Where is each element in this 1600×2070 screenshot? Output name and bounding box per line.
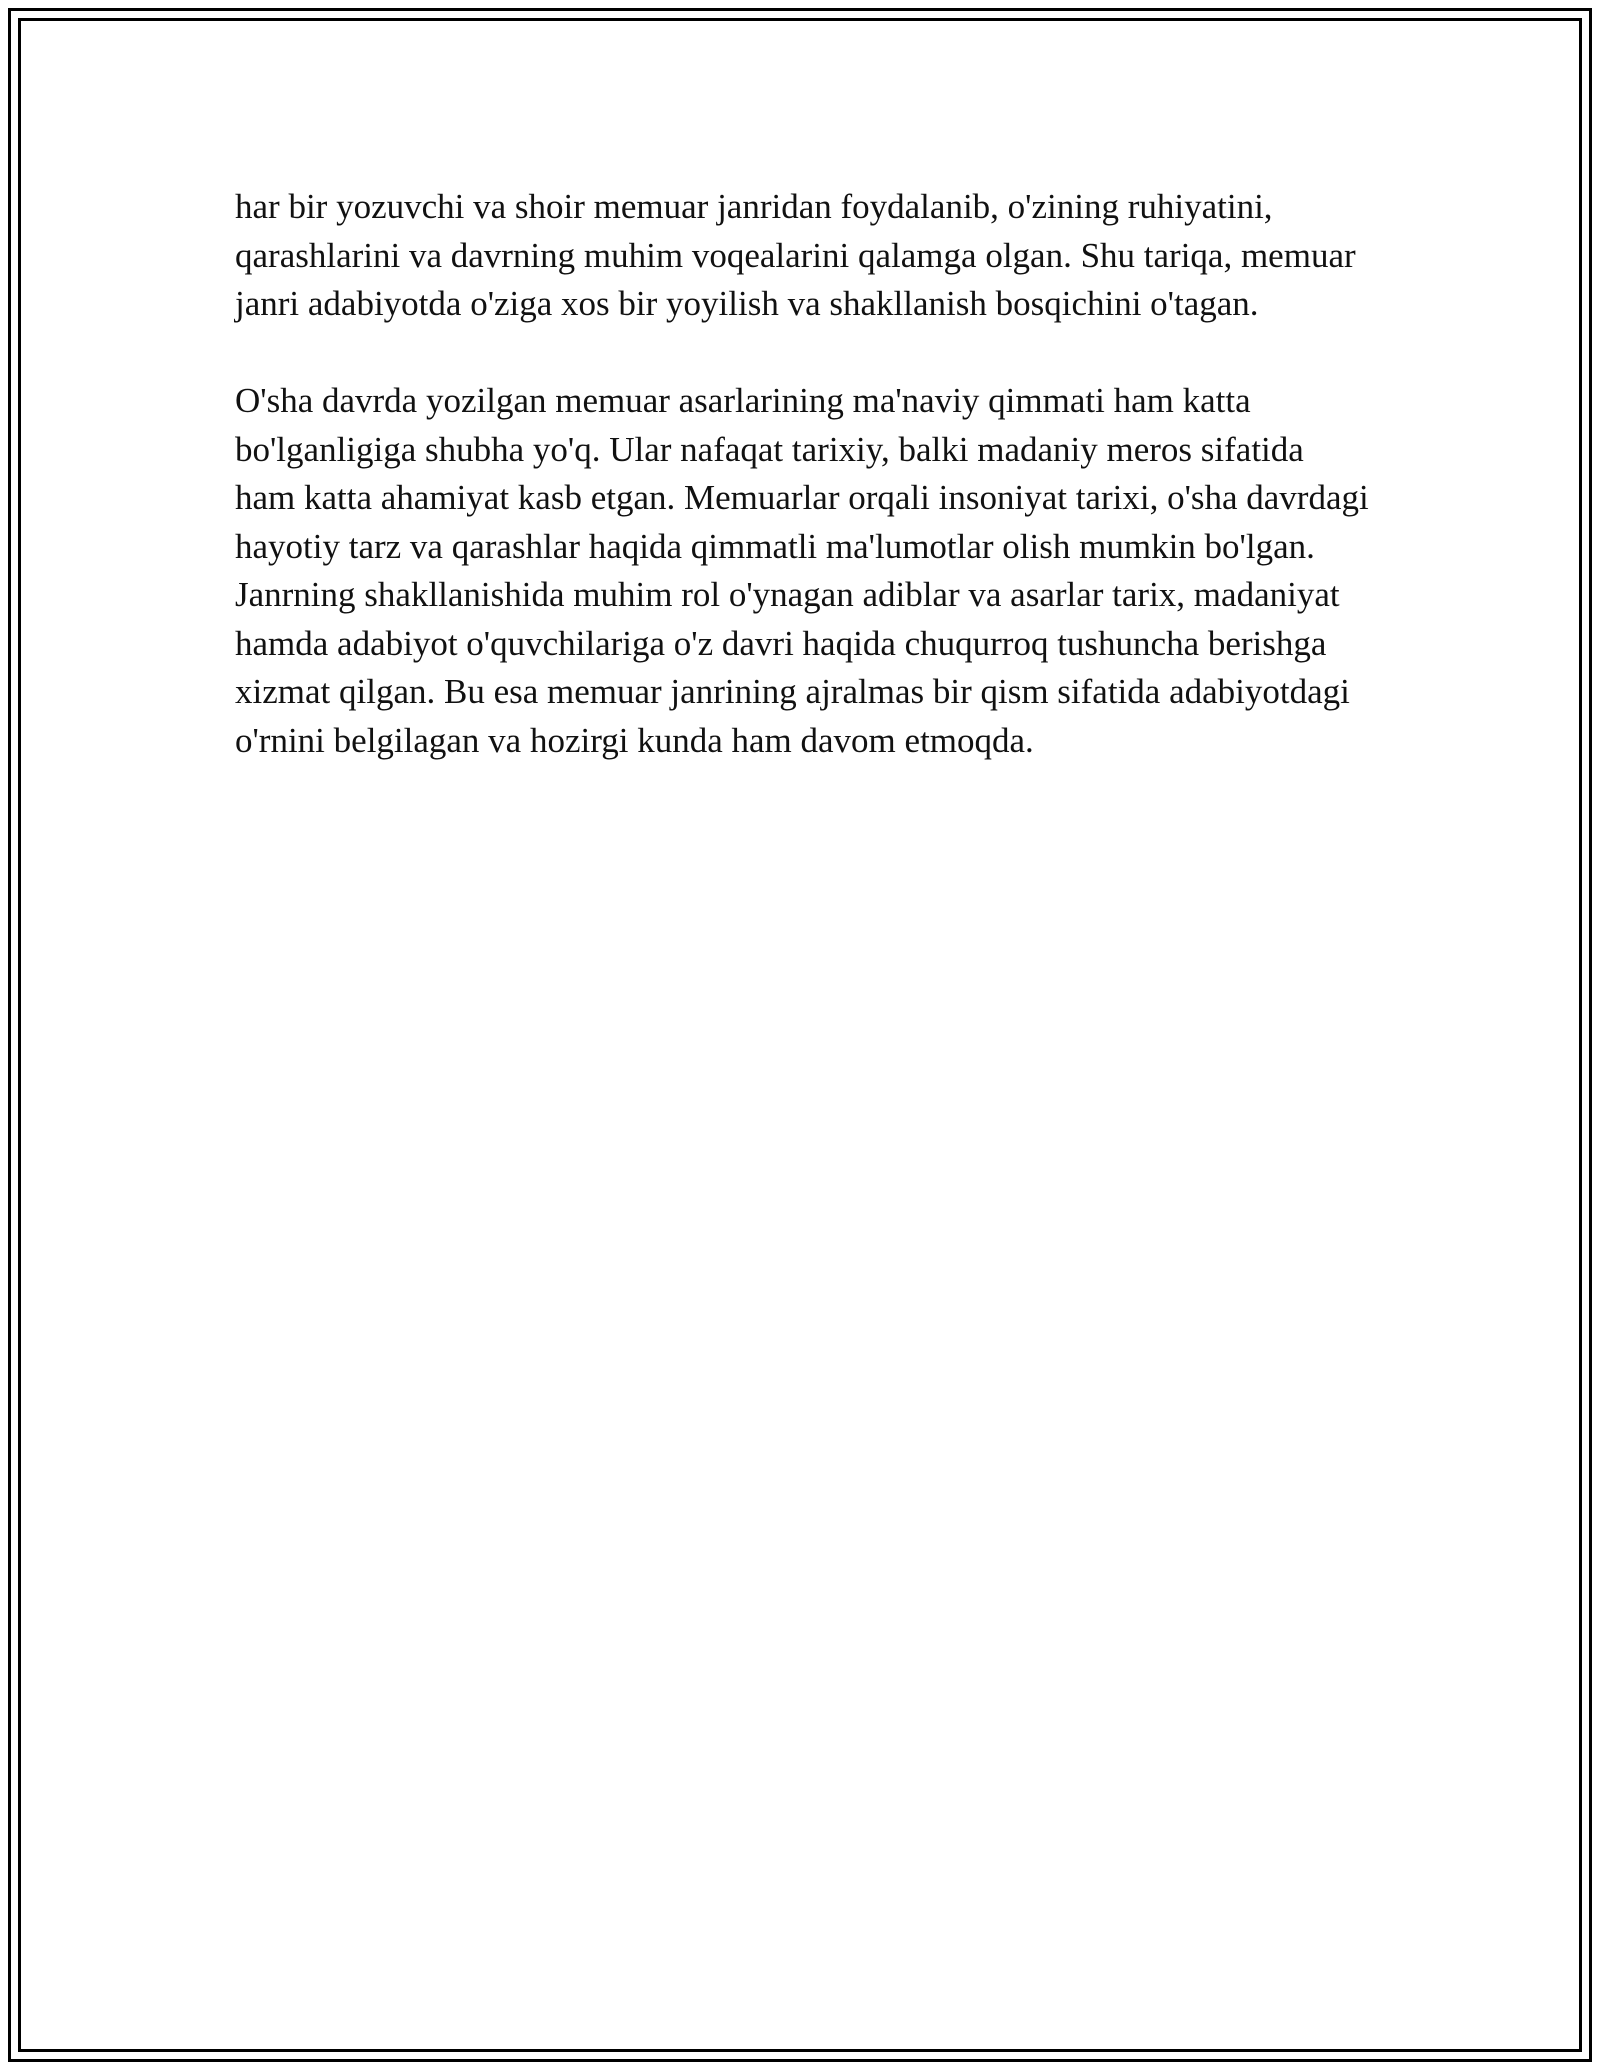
document-body — [235, 183, 1370, 765]
paragraph-1: har bir yozuvchi va shoir memuar janridan foydalanib, o'zining ruhiyatini, qarashlarini va davrning muhim voqealarini qalamga olgan. Shu tariqa, memuar janri adabiyotda o'ziga xos bir yoyilish va shakllanish bosqichini o'tagan. — [235, 187, 1356, 323]
paragraph-2: O'sha davrda yozilgan memuar asarlarining ma'naviy qimmati ham katta bo'lganligiga shubha yo'q. Ular nafaqat tarixiy, balki madaniy meros sifatida ham katta ahamiyat kasb etgan. Memuarlar orqali insoniyat tarixi, o'sha davrdagi hayotiy tarz va qarashlar haqida qimmatli ma'lumotlar olish mumkin bo'lgan. Janrning shakllanishida muhim rol o'ynagan adiblar va asarlar tarix, madaniyat hamda adabiyot o'quvchilariga o'z davri haqida chuqurroq tushuncha berishga xizmat qilgan. Bu esa memuar janrining ajralmas bir qism sifatida adabiyotdagi o'rnini belgilagan va hozirgi kunda ham davom etmoqda. — [235, 381, 1369, 760]
